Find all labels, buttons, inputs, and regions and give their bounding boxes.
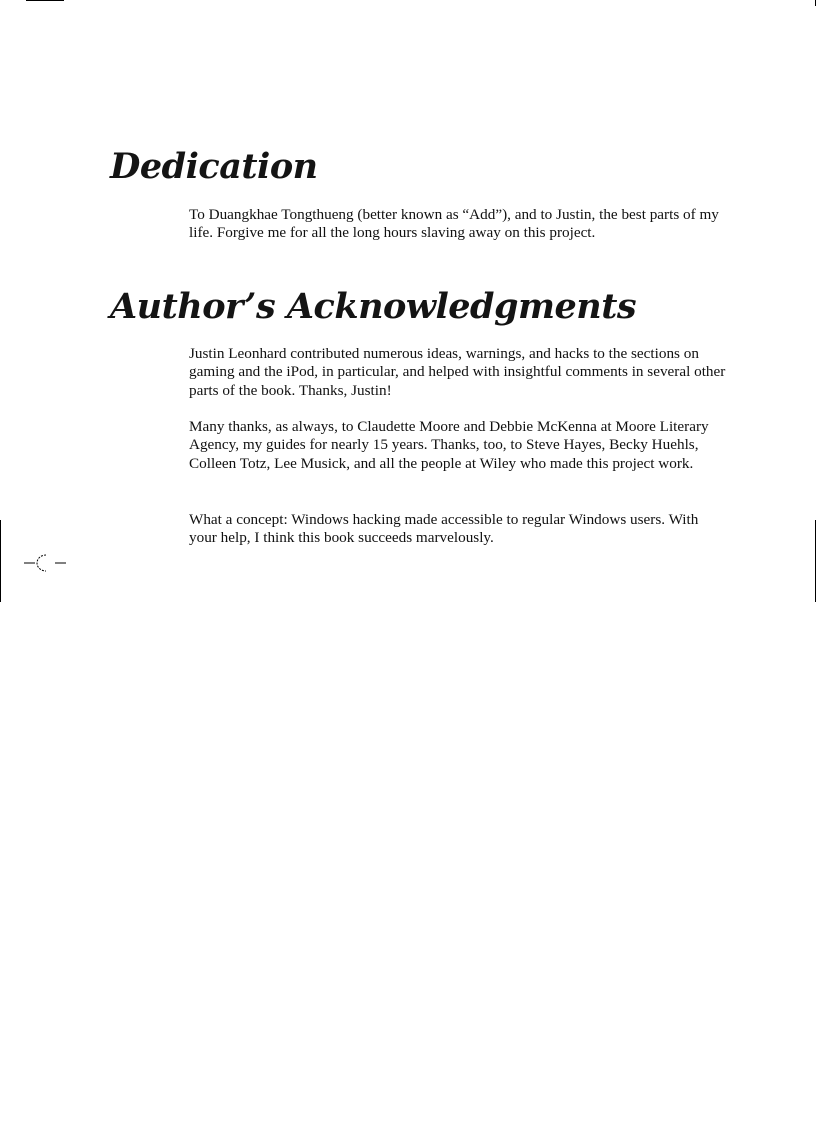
dedication-paragraph: To Duangkhae Tongthueng (better known as “Add”), and to Justin, the best parts of my life. Forgive me for all the long hours slaving away on this project. <box>189 206 719 242</box>
acknowledgments-paragraph-3: What a concept: Windows hacking made accessible to regular Windows users. With your help, I think this book succeeds marvelously. <box>189 511 699 547</box>
crop-mark-left <box>0 520 1 602</box>
acknowledgments-paragraph-2: Many thanks, as always, to Claudette Moore and Debbie McKenna at Moore Literary Agency, my guides for nearly 15 years. Thanks, too, to Steve Hayes, Becky Huehls, Colleen Totz, Lee Musick, and all the people at Wiley who made this project work. <box>189 418 709 472</box>
crop-mark-top <box>26 0 64 3</box>
registration-mark-icon <box>24 552 66 574</box>
acknowledgments-paragraph-1: Justin Leonhard contributed numerous ideas, warnings, and hacks to the sections on gaming and the iPod, in particular, and helped with insightful comments in several other parts of the book. Thanks, Justin! <box>189 345 726 399</box>
dedication-heading: Dedication <box>110 146 318 187</box>
acknowledgments-heading: Author’s Acknowledgments <box>110 286 637 327</box>
